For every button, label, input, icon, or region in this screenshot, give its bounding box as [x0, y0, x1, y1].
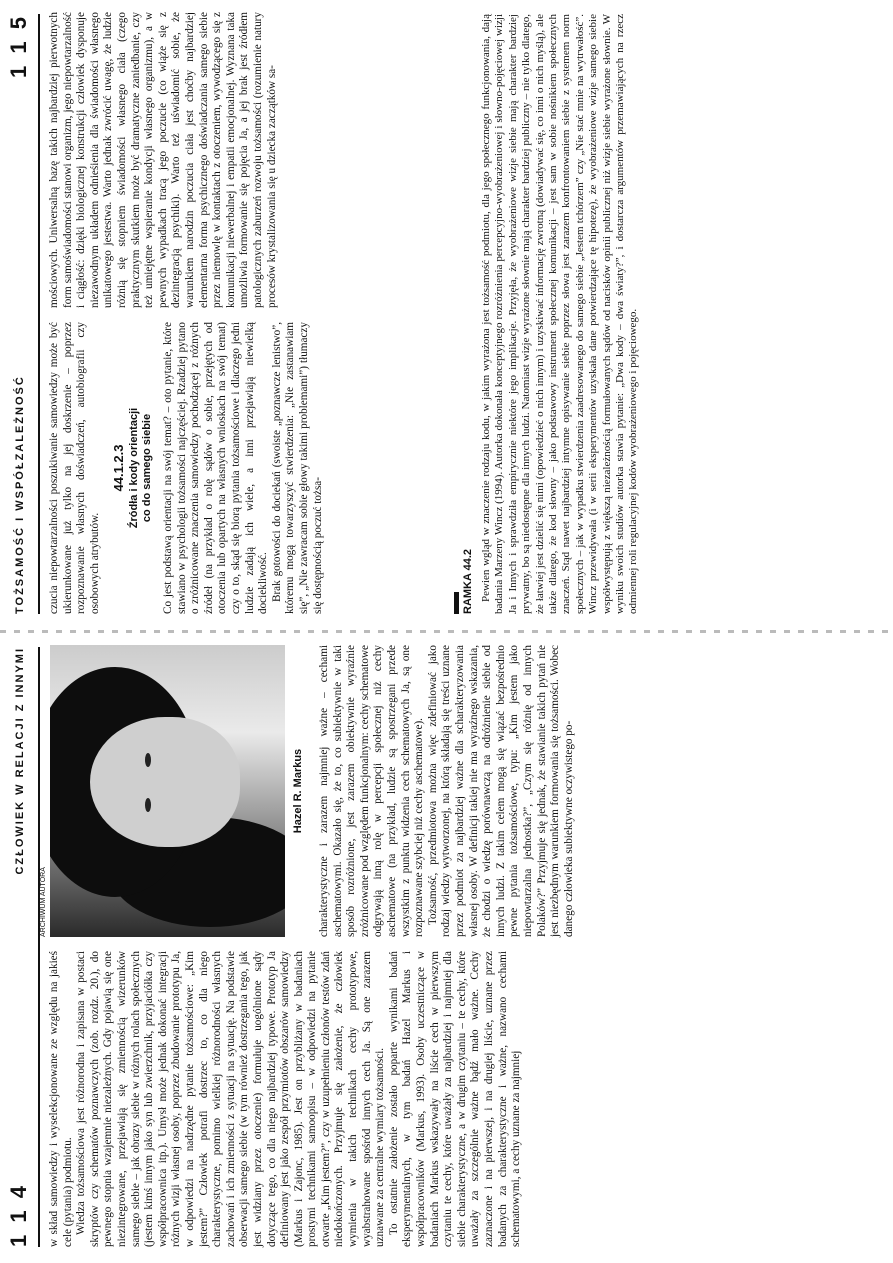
section-title: Źródła i kody orientacji co do samego siebie	[127, 407, 153, 529]
paragraph: w skład samowiedzy i wyselekcjonowane ze względu na jakieś cele (pytania) podmiotu.	[48, 951, 74, 1247]
page-fold	[0, 630, 893, 633]
paragraph: To ostatnie założenie zostało poparte wynikami badań eksperymentalnych, w tym badań Hazel Markus i współpracowników (Markus, 1993). Osoby uczestniczące w badaniach Markus wskazywały na liście cech w pierwszym czytaniu te cechy, które uważały za najbardziej i najmniej dla siebie charakterystyczne, a w drugim czytaniu – te cechy, które uważały za szczególnie ważne bądź mało ważne. Cechy zaznaczone i na pierwszej, i na drugiej liście, uznane przez badanych za charakterystyczne i ważne, nazwano cechami schematowymi, a cechy uznane za najmniej	[387, 951, 523, 1247]
box-label: RAMKA 44.2	[462, 549, 474, 614]
paragraph: czucia niepowtarzalności poszukiwanie samowiedzy może być ukierunkowane już tylko na jej doskrzenie – poprzez rozpoznawanie własnych doświadczeń, autobiografii czy osobowych atrybutów.	[48, 322, 101, 614]
page-number-left: 1 1 4	[6, 1183, 31, 1247]
paragraph: charakterystyczne i zarazem najmniej ważne – cechami aschematowymi. Okazało się, że to, co subiektywnie w taki sposób rozróżnione, jest zarazem obiektywnie wyraźnie zróżnicowane pod względem funkcjonalnym: cechy schematowe odgrywają inną rolę w percepcji społecznej niż cechy aschematowe (na przykład, ludzie są spostrzegani przede wszystkim z punktu widzenia cech schematowych Ja, są one rozpoznawane szybciej niż cechy aschematowe).	[318, 645, 426, 937]
box-marker	[454, 592, 459, 614]
portrait-photo	[50, 645, 285, 937]
header-rule-left	[38, 647, 40, 1247]
paragraph: Wiedza tożsamościowa jest różnorodna i zapisana w postaci skryptów czy schematów poznawczych (zob. rozdz. 20.), do pewnego stopnia wzajemnie niezależnych. Gdy pojawią się one niezintegrowane, przejawiają się zmiennością wizerunków samego siebie – jak obrazy siebie w różnych rolach społecznych (jestem kimś innym jako syn lub zwierzchnik, przyjaciółka czy współpracownica itp.). Umysł może jednak dokonać integracji różnych wizji własnej osoby, poprzez zbudowanie prototypu Ja, w odpowiedzi na nadrzędne pytanie tożsamościowe: „Kim jestem?” Człowiek potrafi dostrzec to, co dla niego charakterystyczne, pomimo wielkiej różnorodności własnych zachowań i ich zmienności z sytuacji na sytuację. Na podstawie obserwacji samego siebie (w tym również dostrzegania tego, jak jest widziany przez otoczenie) formułuje uogólnione sądy dotyczące tego, co dla niego najbardziej typowe. Prototyp Ja definiowany jest jako zespół przymiotów obszarów samowiedzy (Markus i Zajonc, 1985). Jest on przybliżany w badaniach prostymi technikami samoopisu – w odpowiedzi na pytanie otwarte „Kim jestem?”, czy w uzupełnieniu członów testów zdań niedokończonych. Przyjmuje się założenie, że człowiek wymienia w takich technikach cechy prototypowe, wyabstrahowane spośród innych cech Ja. Są one zarazem uznawane za centralne wymiary tożsamości.	[75, 951, 387, 1247]
paragraph: Tożsamość, przedmiotowa można więc zdefiniować jako rodzaj wiedzy wytworzonej, na którą składają się treści uznane przez podmiot za najbardziej ważne dla scharakteryzowania własnej osoby. W definicji takiej nie ma wyraźnego wskazania, że chodzi o wiedzę porównawczą na odróżnienie siebie od innych ludzi. Z takim celem mogą się wiązać bezpośrednio pewne pytania tożsamościowe, typu: „Kim jestem jako niepowtarzalna jednostka?”, „Czym się różnię od innych Polaków?” Przyjmuje się jednak, że stawianie takich pytań nie jest niezbędnym warunkiem formowania się tożsamości. Wobec danego człowieka subiektywne oczywistego po-	[426, 645, 575, 937]
paragraph: Co jest podstawą orientacji na swój temat? – oto pytanie, które stawiano w psychologii tożsamości najczęściej. Rzadziej pytano o zróżnicowane znaczenia samowiedzy pochodzącej z różnych źródeł (na przykład o rolę sądów o sobie, przejętych od otoczenia lub opartych na własnych wnioskach na swój temat) czy o to, skąd się biorą pytania tożsamościowe i dlaczego jedni ludzie zadają ich wiele, a inni przejawiają niewielką dociekliwość.	[161, 322, 270, 614]
right-column-2	[48, 12, 448, 308]
paragraph: Pewien wgląd w znaczenie rodzaju kodu, w jakim wyrażona jest tożsamość podmiotu, dla jego społecznego funkcjonowania, dają badania Marzeny Wincz (1994). Autorka dokonała konceptyjnego rozróżnienia percepcyjno-wyobrażeniowej i słowno-pojęciowej wizji Ja i Innych i sprawdziła empirycznie niektóre jego implikacje. Przyjęła, że wyobrażeniowe wizje siebie mają charakter bardziej prywatny, bo są niedostępne dla innych ludzi. Natomiast wizje wyrażone słownie mają charakter bardziej publiczny – nie tylko dlatego, że łatwiej jest dzielić się nimi (opowiedzieć o nich innym) i uzyskiwać informację zwrotną (dowiadywać się, co inni o nich myślą), ale także dlatego, że kod słowny – jako podstawowy instrument społecznej komunikacji – jest sam w sobie nośnikiem społecznych znaczeń. Stąd nawet najbardziej intymne opisywanie siebie poprzez słowa jest zarazem konfrontowaniem siebie z systemem norm społecznych – jak w wypadku stwierdzenia zaadresowanego do samego siebie „Jestem tchórzem” czy „Nie stać mnie na wytrwałość”. Wincz przewidywała (i w serii eksperymentów uzyskała dane potwierdzające tę hipotezę), że wyobrażeniowe wizje samego siebie współwystępują z większą niezależnością formułowanych sądów od nacisków opinii publicznej niż wizje siebie wyrażone słownie. W wyniku swoich studiów autorka stawia pytanie: „Dwa kody – dwa światy?”, i dostarcza argumentów przemawiających na rzecz odmiennej roli regulacyjnej kodów wyobrażeniowego i pojęciowego.	[480, 14, 640, 614]
left-column-1	[48, 951, 888, 1247]
right-page	[0, 0, 893, 630]
left-page	[0, 633, 893, 1263]
header-rule-right	[38, 14, 40, 614]
photo-credit: ARCHIWUM AUTORA	[40, 867, 47, 937]
section-number: 44.1.2.3	[111, 444, 127, 492]
running-head-left: CZŁOWIEK W RELACJI Z INNYMI	[14, 647, 26, 875]
right-column-1	[48, 322, 448, 614]
left-column-2	[318, 645, 888, 937]
page-number-right: 1 1 5	[6, 14, 31, 78]
paragraph: Brak gotowości do dociekań (swoiste „poznawcze lenistwo”, któremu mogą towarzyszyć stwierdzenia: „Nie zastanawiam się”, „Nie zawracam sobie głowy takimi problemami”) tłumaczy się dostępnością poczuć tożsa-	[270, 322, 324, 614]
box-text	[480, 14, 641, 614]
photo-caption: Hazel R. Markus	[292, 748, 304, 834]
running-head-right: TOŻSAMOŚĆ I WSPÓŁZALEŻNOŚĆ	[14, 375, 26, 614]
paragraph: mościowych. Uniwersalną bazę takich najbardziej pierwotnych form samoświadomości stanowi organizm, jego niepowtarzalność i ciągłość: dzięki biologicznej konstrukcji człowiek dysponuje niezawodnym układem odnieśienia dla świadomości własnego unikatowego jestestwa. Warto jednak zwrócić uwagę, że ludzie różnią się stopniem świadomości własnego ciała (czego praktycznym skutkiem może być dramatyczne zaniedbanie, czy też umiejętne wspieranie kondycji własnego organizmu), a w pewnych wypadkach tracą jego poczucie (co wiąże się z dezintegracją psychiki). Warto też uświadomić sobie, że warunkiem narodzin poczucia ciała jest choćby najbardziej elementarna forma psychicznego doświadczania samego siebie przez niemowlę w kontaktach z otoczeniem, wywodzącego się z komunikacji niewerbalnej i empatii emocjonalnej. Wyznana taka umożliwia formowanie się pojęcia Ja, a jej brak jest źródłem patologicznych zaburzeń rozwoju tożsamości (rozumienie natury procesów krystalizowania się u dziecka zaczątków sa-	[48, 12, 278, 308]
